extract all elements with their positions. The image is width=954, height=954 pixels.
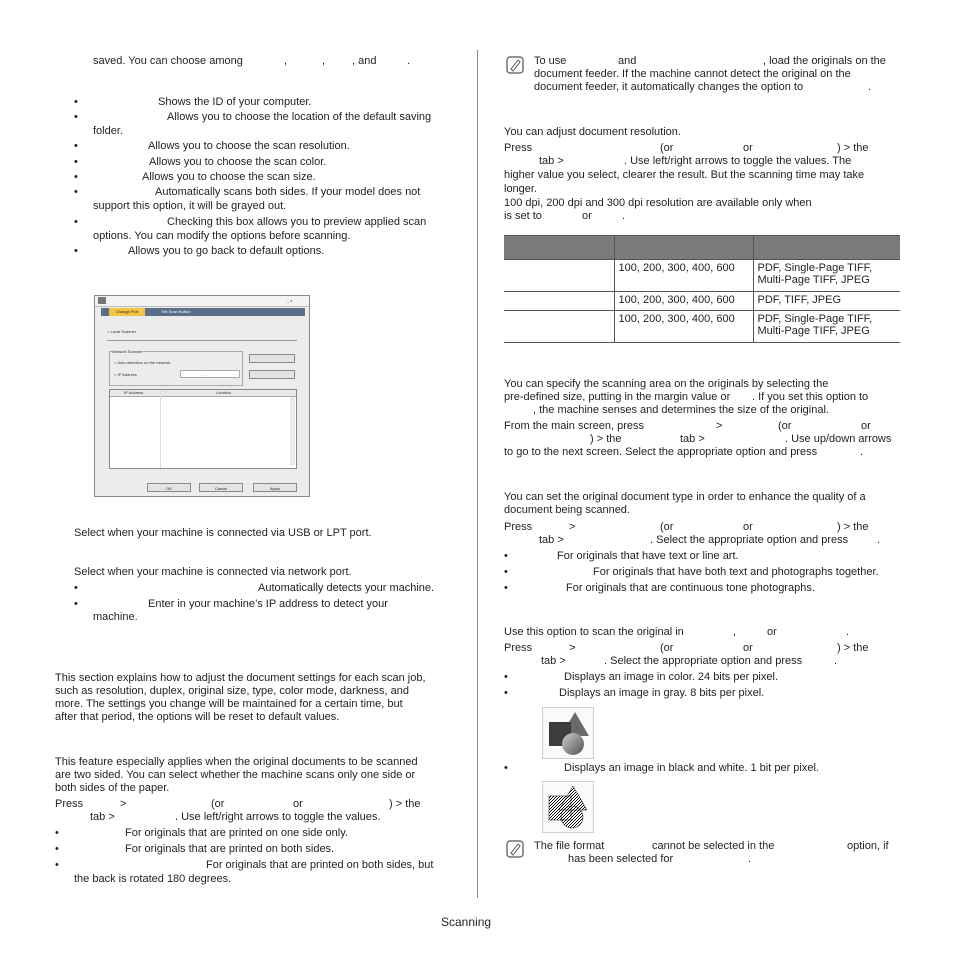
section-intro-line: such as resolution, duplex, original size, type, color mode, darkness, and (55, 685, 410, 697)
size-line2-b: . If you set this option to (752, 391, 869, 403)
list-item: Displays an image in color. 24 bits per pixel. (564, 671, 778, 683)
resolution-set-to: is set to (504, 210, 542, 222)
table-row (504, 311, 900, 343)
list-header (110, 390, 296, 397)
size-or-1: (or (778, 420, 792, 432)
radio-auto-detect: ○ Auto detection on the network (114, 360, 171, 365)
radio-auto-label: Auto detection on the network (117, 360, 171, 365)
bullet-dot: • (504, 762, 508, 774)
list-item: Allows you to choose the location of the default saving (167, 111, 432, 123)
saved-comma-2: , (322, 55, 326, 67)
list-item-cont: support this option, it will be grayed out. (93, 200, 287, 212)
duplex-gt: > (120, 798, 127, 810)
table-cell (504, 260, 614, 292)
list-item: Automatically scans both sides. If your model does not (155, 186, 421, 198)
saved-dot: . (407, 55, 411, 67)
table-cell (504, 311, 614, 343)
list-item-cont: options. You can modify the options before scanning. (93, 230, 351, 242)
table-header-cell (504, 236, 614, 260)
ip-dots: . . . (201, 372, 207, 377)
radio-local-label: Local Scanner (110, 329, 137, 334)
col-ip-address: IP Address (124, 390, 144, 395)
resolution-intro: You can adjust document resolution. (504, 126, 681, 138)
note2-option: option, if (847, 840, 889, 852)
color-the: ) > the (837, 642, 869, 654)
dithered-shapes-icon (543, 782, 593, 832)
bullet-dot: • (74, 186, 78, 198)
color-line1: Use this option to scan the original in (504, 626, 684, 638)
dialog-titlebar (95, 296, 309, 307)
note1-load: , load the originals on the (763, 55, 886, 67)
list-item: For originals that are continuous tone photographs. (566, 582, 815, 594)
size-from-main: From the main screen, press (504, 420, 644, 432)
radio-ip-address: ○ IP Address (114, 372, 137, 377)
bullet-dot: • (74, 96, 78, 108)
ok-button: OK (147, 483, 191, 492)
radio-ip-label: IP Address (117, 372, 137, 377)
note1-line3: document feeder, it automatically changes the option to (534, 81, 804, 93)
resolution-or: or (582, 210, 592, 222)
list-item-cont: folder. (93, 125, 123, 137)
list-item: Allows you to choose the scan size. (142, 171, 316, 183)
list-scrollbar (290, 397, 295, 465)
bullet-dot: • (504, 671, 508, 683)
table-header-cell (614, 236, 753, 260)
bullet-dot: • (74, 582, 78, 594)
list-item: Displays an image in black and white. 1 bit per pixel. (564, 762, 819, 774)
resolution-or-1: (or (660, 142, 674, 154)
color-or: or (767, 626, 777, 638)
note-pencil-icon (506, 56, 524, 74)
list-item: For originals that are printed on both sides, but (206, 859, 434, 871)
color-dot-2: . (834, 655, 838, 667)
note1-to-use: To use (534, 55, 567, 67)
bullet-dot: • (74, 111, 78, 123)
type-dot: . (877, 534, 881, 546)
list-item: Allows you to go back to default options. (128, 245, 325, 257)
radio-local-scanner: ○ Local Scanner (107, 329, 137, 334)
size-arrows: . Use up/down arrows (785, 433, 892, 445)
saved-text: saved. You can choose among (93, 55, 243, 67)
gray-shapes-icon (543, 708, 593, 758)
list-item: Shows the ID of your computer. (158, 96, 312, 108)
list-column-divider (160, 390, 161, 468)
size-line3: , the machine senses and determines the size of the original. (533, 404, 829, 416)
table-cell (753, 260, 900, 292)
list-item: For originals that are printed on both sides. (125, 843, 335, 855)
type-press: Press (504, 521, 533, 533)
table-cell (504, 292, 614, 311)
note2-cannot: cannot be selected in the (652, 840, 775, 852)
apply-button: Apply (253, 483, 297, 492)
list-item-cont: machine. (93, 611, 138, 623)
duplex-or-2: or (293, 798, 303, 810)
color-rest: . Select the appropriate option and press (604, 655, 803, 667)
list-item: Enter in your machine’s IP address to detect your (148, 598, 388, 610)
list-item: Allows you to choose the scan color. (149, 156, 327, 168)
size-line6: to go to the next screen. Select the appropriate option and press (504, 446, 818, 458)
color-tab: tab > (541, 655, 566, 667)
type-line1: You can set the original document type in order to enhance the quality of a (504, 491, 866, 503)
size-line1: You can specify the scanning area on the originals by selecting the (504, 378, 829, 390)
resolution-or-2: or (743, 142, 753, 154)
resolution-rest: . Use left/right arrows to toggle the values. The (624, 155, 852, 167)
bullet-dot: • (504, 582, 508, 594)
disabled-button-2 (249, 370, 295, 379)
section-intro-line: This section explains how to adjust the document settings for each scan job, (55, 672, 426, 684)
bullet-dot: • (74, 156, 78, 168)
bullet-dot: • (74, 140, 78, 152)
table-cell (753, 311, 900, 343)
type-rest: . Select the appropriate option and press (650, 534, 849, 546)
duplex-or-1: (or (211, 798, 225, 810)
column-divider (477, 50, 478, 898)
color-or-2: or (743, 642, 753, 654)
disabled-button-1 (249, 354, 295, 363)
usb-text: Select when your machine is connected via USB or LPT port. (74, 527, 372, 539)
format-line: Multi-Page TIFF, JPEG (757, 274, 870, 286)
duplex-intro-line: are two sided. You can select whether the machine scans only one side or (55, 769, 416, 781)
resolution-line4: longer. (504, 183, 538, 195)
format-line: PDF, Single-Page TIFF, (757, 262, 873, 274)
resolution-line5: 100 dpi, 200 dpi and 300 dpi resolution are available only when (504, 197, 812, 209)
table-header-row (504, 236, 900, 260)
bullet-dot: • (504, 687, 508, 699)
type-or-2: or (743, 521, 753, 533)
ip-address-field (180, 370, 240, 378)
type-line2: document being scanned. (504, 504, 630, 516)
bullet-dot: • (504, 566, 508, 578)
mono-sample-image (542, 781, 594, 833)
type-the: ) > the (837, 521, 869, 533)
bullet-dot: • (55, 827, 59, 839)
table-cell: PDF, TIFF, JPEG (753, 292, 900, 311)
col-location: Location (216, 390, 232, 395)
resolution-dot: . (622, 210, 626, 222)
resolution-press: Press (504, 142, 533, 154)
table-cell: 100, 200, 300, 400, 600 (614, 260, 753, 292)
list-item: Displays an image in gray. 8 bits per pixel. (559, 687, 765, 699)
duplex-the: ) > the (389, 798, 421, 810)
note1-dot: . (868, 81, 872, 93)
group-title: Network Scanner (112, 349, 143, 354)
color-or-1: (or (660, 642, 674, 654)
list-item: Checking this box allows you to preview applied scan (167, 216, 427, 228)
note1-line2: document feeder. If the machine cannot detect the original on the (534, 68, 851, 80)
duplex-intro-line: This feature especially applies when the original documents to be scanned (55, 756, 418, 768)
bullet-dot: • (55, 859, 59, 871)
gray-sample-image (542, 707, 594, 759)
color-gt: > (569, 642, 576, 654)
type-tab: tab > (539, 534, 564, 546)
size-gt: > (716, 420, 723, 432)
dialog-divider (107, 340, 297, 341)
duplex-rest: . Use left/right arrows to toggle the values. (175, 811, 381, 823)
table-header-cell (753, 236, 900, 260)
size-tab: tab > (680, 433, 705, 445)
window-controls: _ x (287, 298, 293, 303)
scan-settings-dialog-screenshot (94, 295, 310, 497)
bullet-dot: • (504, 550, 508, 562)
bullet-dot: • (55, 843, 59, 855)
list-item: For originals that have both text and photographs together. (593, 566, 879, 578)
size-or-2: or (861, 420, 871, 432)
table-row (504, 260, 900, 292)
color-comma: , (733, 626, 737, 638)
saved-comma-1: , (284, 55, 288, 67)
format-line: PDF, Single-Page TIFF, (757, 313, 873, 325)
scanner-list (109, 389, 297, 469)
saved-and: , and (352, 55, 377, 67)
list-item: For originals that are printed on one side only. (125, 827, 348, 839)
size-dot: . (860, 446, 864, 458)
resolution-tab: tab > (539, 155, 564, 167)
note2-selected: has been selected for (568, 853, 674, 865)
list-item: Allows you to choose the scan resolution. (148, 140, 350, 152)
type-gt: > (569, 521, 576, 533)
list-item-cont: the back is rotated 180 degrees. (74, 873, 232, 885)
section-intro-line: more. The settings you change will be maintained for a certain time, but (55, 698, 403, 710)
table-cell: 100, 200, 300, 400, 600 (614, 292, 753, 311)
size-the: ) > the (590, 433, 622, 445)
duplex-tab: tab > (90, 811, 115, 823)
note-pencil-icon (506, 840, 524, 858)
type-or-1: (or (660, 521, 674, 533)
table-row (504, 292, 900, 311)
tab-change-port: Change Port (109, 308, 145, 316)
resolution-the: ) > the (837, 142, 869, 154)
cancel-button: Cancel (199, 483, 243, 492)
bullet-dot: • (74, 245, 78, 257)
note1-and: and (618, 55, 637, 67)
duplex-intro-line: both sides of the paper. (55, 782, 170, 794)
list-item: Automatically detects your machine. (258, 582, 435, 594)
size-line2: pre-defined size, putting in the margin value or (504, 391, 731, 403)
tab-set-scan-button: Set Scan Button (161, 309, 191, 314)
resolution-table (504, 235, 900, 343)
color-press: Press (504, 642, 533, 654)
color-dot: . (846, 626, 850, 638)
bullet-dot: • (74, 598, 78, 610)
format-line: Multi-Page TIFF, JPEG (757, 325, 870, 337)
page-footer-label: Scanning (441, 915, 492, 929)
network-text: Select when your machine is connected via network port. (74, 566, 352, 578)
note2-file-format: The file format (534, 840, 605, 852)
section-intro-line: after that period, the options will be reset to default values. (55, 711, 340, 723)
network-scanner-group (109, 351, 243, 386)
app-icon (98, 297, 106, 304)
bullet-dot: • (74, 171, 78, 183)
note2-dot: . (748, 853, 752, 865)
resolution-line3: higher value you select, clearer the result. But the scanning time may take (504, 169, 865, 181)
list-item: For originals that have text or line art. (557, 550, 739, 562)
table-cell: 100, 200, 300, 400, 600 (614, 311, 753, 343)
duplex-press: Press (55, 798, 84, 810)
bullet-dot: • (74, 216, 78, 228)
